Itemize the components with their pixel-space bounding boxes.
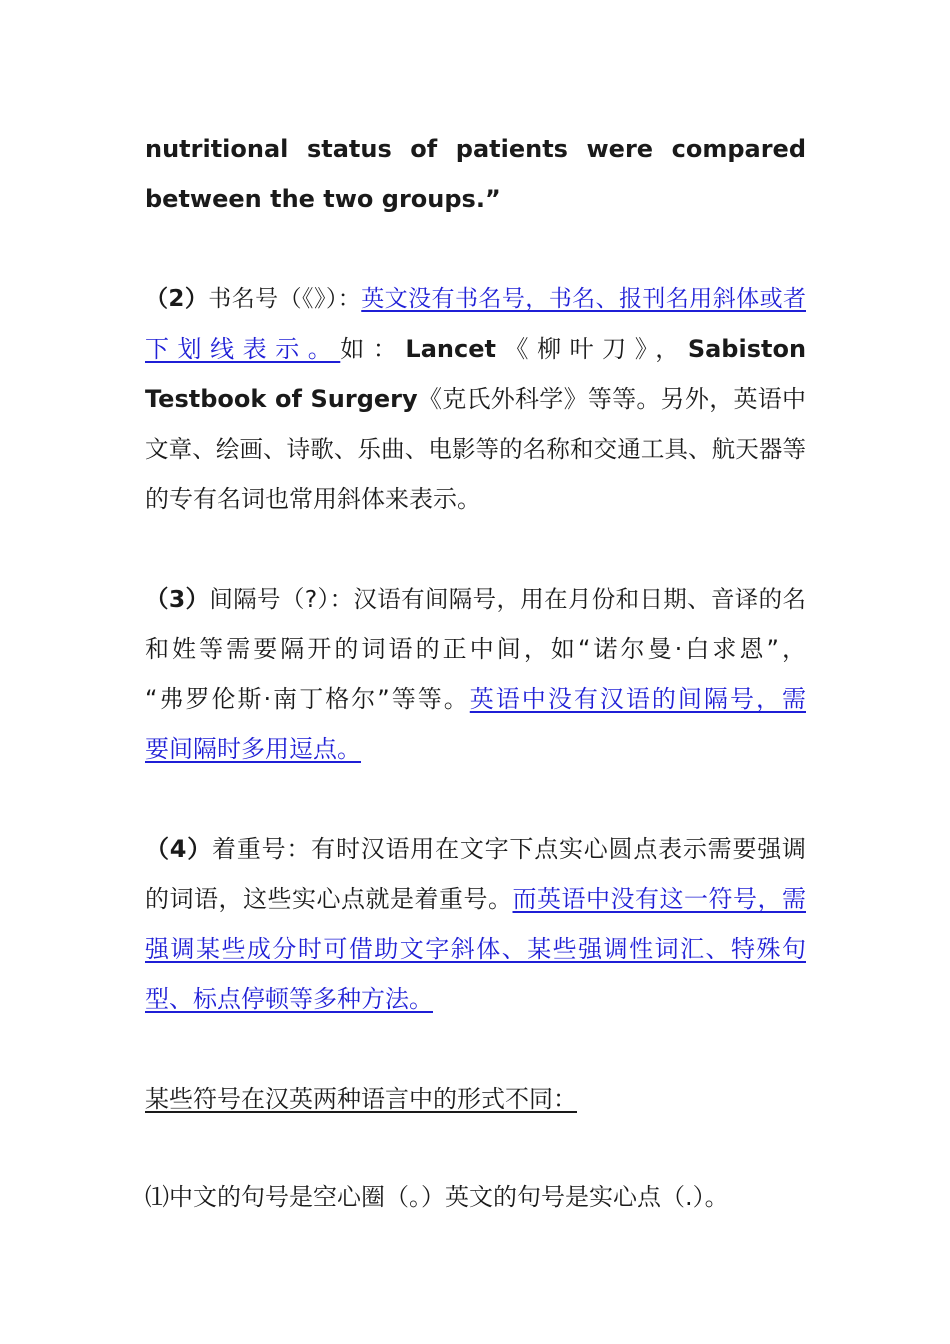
item3-line-3 — [145, 683, 806, 717]
item2-line-1 — [145, 283, 806, 317]
quote-line-2: between the two groups.” — [145, 185, 501, 213]
item4-text-2: 的词语，这些实心点就是着重号。 — [145, 885, 513, 913]
item3-label: 间隔号（?）： — [209, 585, 354, 613]
item3-text-3: “弗罗伦斯·南丁格尔”等等。 — [145, 685, 470, 713]
section-heading-text: 某些符号在汉英两种语言中的形式不同： — [145, 1085, 577, 1113]
item4-label: 着重号： — [212, 835, 312, 863]
item4-line-4 — [145, 983, 806, 1017]
item2-link-2[interactable]: 下划线表示。 — [145, 335, 341, 363]
item4-link-2[interactable]: 强调某些成分时可借助文字斜体、某些强调性词汇、特殊句 — [145, 935, 806, 963]
item4-number: （4） — [145, 835, 213, 863]
item2-number: （2） — [145, 286, 209, 312]
item2-line-2 — [145, 333, 806, 367]
item4-line-3 — [145, 933, 806, 967]
item4-link-1[interactable]: 而英语中没有这一符号，需 — [512, 885, 806, 913]
item2-label: 书名号（《》）： — [208, 286, 362, 312]
item2-text-example: 如： — [340, 335, 406, 363]
item3-line-2: 和姓等需要隔开的词语的正中间，如“诺尔曼·白求恩”， — [145, 635, 806, 663]
item3-link-1[interactable]: 英语中没有汉语的间隔号，需 — [469, 685, 806, 713]
item4-line-1 — [145, 833, 806, 867]
item2-link-1[interactable]: 英文没有书名号，书名、报刊名用斜体或者 — [361, 286, 806, 312]
item-p1-text: 中文的句号是空心圈（。）英文的句号是实心点（.）。 — [169, 1183, 729, 1211]
item2-testbook: Testbook of Surgery — [145, 385, 418, 413]
item-p1-number: ⑴ — [145, 1183, 169, 1211]
item4-text-1: 有时汉语用在文字下点实心圆点表示需要强调 — [311, 835, 807, 863]
item3-line-1 — [145, 583, 806, 617]
item3-number: （3） — [145, 585, 210, 613]
item2-line-3 — [145, 383, 806, 417]
item3-line-4 — [145, 733, 806, 767]
item2-line-5: 的专有名词也常用斜体来表示。 — [145, 485, 481, 513]
item2-text-testbook-cn: 《克氏外科学》等等。另外，英语中 — [417, 385, 807, 413]
item4-link-3[interactable]: 型、标点停顿等多种方法。 — [145, 985, 433, 1013]
item-p1-line — [145, 1181, 806, 1215]
item2-lancet: Lancet — [405, 335, 496, 363]
item2-sabiston: Sabiston — [687, 335, 807, 363]
item3-link-2[interactable]: 要间隔时多用逗点。 — [145, 735, 361, 763]
quote-line-1: nutritional status of patients were compared — [145, 135, 806, 163]
section-heading — [145, 1083, 806, 1117]
item4-line-2 — [145, 883, 806, 917]
item3-text-1: 汉语有间隔号，用在月份和日期、音译的名 — [353, 585, 806, 613]
item2-text-lancet-cn: 《柳叶刀》， — [495, 335, 688, 363]
item2-line-4: 文章、绘画、诗歌、乐曲、电影等的名称和交通工具、航天器等 — [145, 435, 806, 463]
